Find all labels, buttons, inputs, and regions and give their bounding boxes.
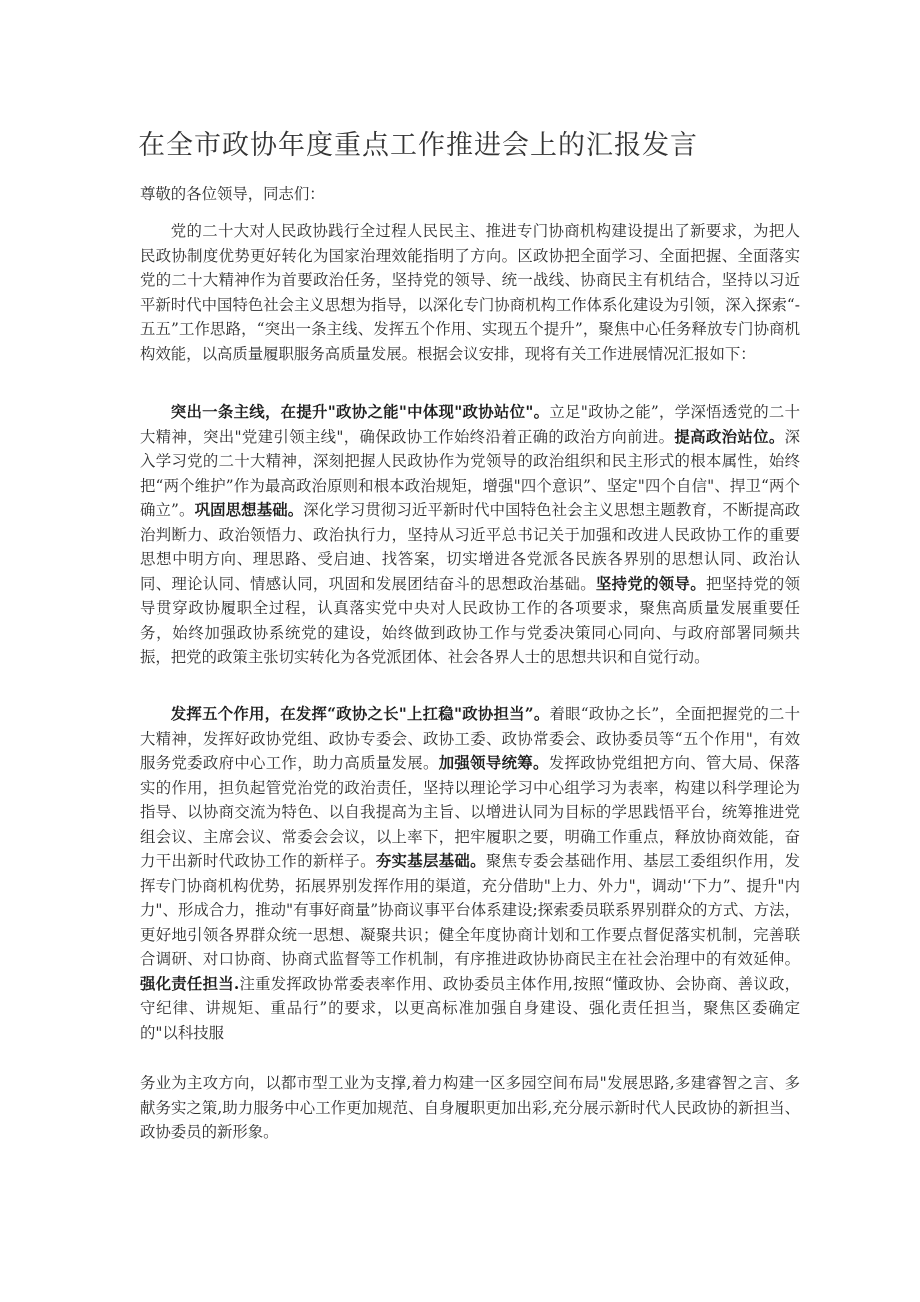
- paragraph-text: 发挥政协党组把方向、管大局、保落实的作用，担负起管党治党的政治责任，坚持以理论学习中心组学习为表率，构建以科学理论为指导、以协商交流为特色、以自我提高为主旨、以增进认同为目标的学思践悟平台，统筹推进党组会议、主席会议、常委会会议，以上率下，把牢履职之要，明确工作重点，释放协商效能，奋力干出新时代政协工作的新样子。: [140, 754, 800, 870]
- subsection-heading: 夯实基层基础。: [375, 852, 486, 870]
- section-heading: 突出一条主线，在提升"政协之能"中体现"政协站位"。: [170, 403, 550, 421]
- paragraph-text: 注重发挥政协常委表率作用、政协委员主体作用,按照“懂政协、会协商、善议政，守纪律、讲规矩、重品行”的要求，以更高标准加强自身建设、强化责任担当，聚焦区委确定的"以科技服: [140, 974, 800, 1042]
- paragraph-text: 聚焦专委会基础作用、基层工委组织作用，发挥专门协商机构优势，拓展界别发挥作用的渠道，充分借助"上力、外力"，调动'‘下力”、提升"内力"、形成合力，推动"有事好商量”协商议事平台体系建设;探索委员联系界别群众的方式、方法，更好地引领各界群众统一思想、凝聚共识；健全年度协商计划和工作要点督促落实机制，完善联合调研、对口协商、协商式监督等工作机制，有序推进政协协商民主在社会治理中的有效延伸。: [140, 852, 800, 968]
- paragraph-intro: 党的二十大对人民政协践行全过程人民民主、推进专门协商机构建设提出了新要求，为把人民政协制度优势更好转化为国家治理效能指明了方向。区政协把全面学习、全面把握、全面落实党的二十大精神作为首要政治任务，坚持党的领导、统一战线、协商民主有机结合，坚持以习近平新时代中国特色社会主义思想为指导，以深化专门协商机构工作体系化建设为引领，深入探索“-五五”工作思路，“突出一条主线、发挥五个作用、实现五个提升”，聚焦中心任务释放专门协商机构效能，以高质量履职服务高质量发展。根据会议安排，现将有关工作进展情况汇报如下：: [140, 222, 800, 363]
- paragraph-five-roles: [140, 702, 800, 1045]
- paragraph-text: 深化学习贯彻习近平新时代中国特色社会主义思想主题教育，不断提高政治判断力、政治领悟力、政治执行力，坚持从习近平总书记关于加强和改进人民政协工作的重要思想中明方向、理思路、受启迪、找答案，切实增进各党派各民族各界别的思想认同、政治认同、理论认同、情感认同，巩固和发展团结奋斗的思想政治基础。: [140, 501, 800, 593]
- subsection-heading: 巩固思想基础。: [194, 501, 304, 519]
- paragraph-text: 立足"政协之能”，学深悟透党的二十大精神，突出"党建引领主线"，确保政协工作始终沿着正确的政治方向前进。: [140, 403, 800, 446]
- paragraph-continuation: 务业为主攻方向，以都市型工业为支撑,着力构建一区多园空间布局"发展思路,多建睿智之言、多献务实之策,助力服务中心工作更加规范、自身履职更加出彩,充分展示新时代人民政协的新担当、政协委员的新形象。: [140, 1074, 800, 1141]
- subsection-heading: 加强领导统筹。: [438, 754, 549, 772]
- paragraph-text: 深入学习党的二十大精神，深刻把握人民政协作为党领导的政治组织和民主形式的根本属性，始终把“两个维护”作为最高政治原则和根本政治规矩，增强"四个意识”、坚定"四个自信"、捍卫“两个确立”。: [140, 427, 800, 519]
- subsection-heading: 坚持党的领导。: [595, 574, 706, 593]
- section-heading: 发挥五个作用，在发挥“政协之长"上扛稳"政协担当”。: [170, 705, 550, 723]
- subsection-heading: 提高政治站位。: [674, 427, 785, 446]
- paragraph-main-line: [140, 400, 800, 670]
- paragraph-text: 着眼“政协之长”，全面把握党的二十大精神，发挥好政协党组、政协专委会、政协工委、政协常委会、政协委员等“五个作用"，有效服务党委政府中心工作，助力高质量发展。: [140, 705, 800, 772]
- subsection-heading: 强化责任担当.: [140, 974, 240, 993]
- document-title: 在全市政协年度重点工作推进会上的汇报发言: [138, 130, 698, 161]
- paragraph-text: 把坚持党的领导贯穿政协履职全过程，认真落实党中央对人民政协工作的各项要求，聚焦高质量发展重要任务，始终加强政协系统党的建设，始终做到政协工作与党委决策同心同向、与政府部署同频共振，把党的政策主张切实转化为各党派团体、社会各界人士的思想共识和自觉行动。: [140, 574, 800, 666]
- salutation: 尊敬的各位领导，同志们：: [140, 185, 325, 203]
